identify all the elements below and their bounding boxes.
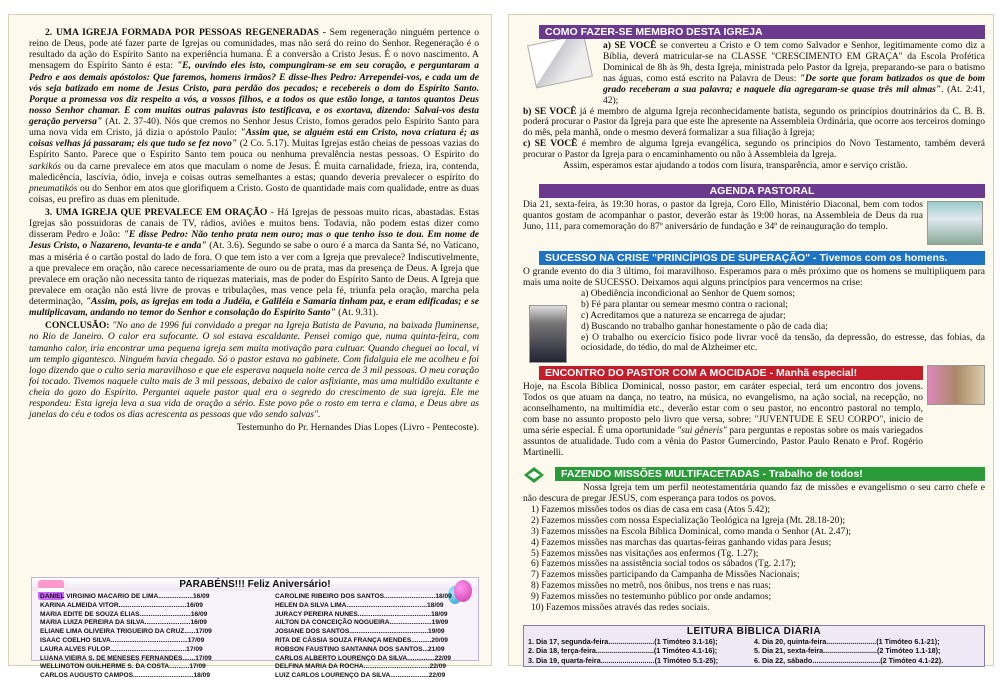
missions-item: 7) Fazemos missões participando da Campanha de Missões Nacionais;: [531, 570, 800, 581]
birthday-entry: DANIEL VIRGINIO MACARIO DE LIMA...................16/09: [40, 593, 210, 600]
missions-header: [555, 467, 985, 481]
section-2-text-5: ou do Senhor em atos que glorifiquem a Cristo. Gosto de quantidade mais com qualidade, entre as duas coisas, eu prefiro as duas em plenitude.: [29, 182, 479, 205]
section-2-text-2: (At. 2. 37-40). Nós que cremos no Senhor Jesus Cristo, fomos gerados pelo Espírito Santo para uma nova vida em Cristo, já dizia o apóstolo Paulo:: [29, 116, 479, 139]
youth-header: [539, 366, 923, 380]
missions-item: 4) Fazemos missões nas marchas das quartas-feiras ganhando vidas para Jesus;: [531, 537, 832, 548]
left-page: [8, 14, 492, 680]
success-item: a) Obediência incondicional ao Senhor de Quem somos;: [581, 288, 795, 299]
daily-reading-grid: [524, 637, 984, 665]
member-c-label: c) SE VOCÊ: [523, 139, 578, 150]
youth-text: Hoje, na Escola Bíblica Dominical, nosso pastor, em caráter especial, terá um encontro dos jovens. Todos os que atuam na dança, no teatro, na música, no evangelismo, na ação social, na recepção, no aconselhamento, na multimídia etc., deverão estar com o seu pastor, no encontro pastoral no templo, com base no assunto proposto pelo livro que versa, sobre: "JUVENTUDE E SEU CORPO", inicio de uma série especial. É uma oportunidade: [523, 382, 923, 436]
missions-item: 8) Fazemos missões no metrô, nos ônibus, nos trens e nas ruas;: [531, 581, 771, 592]
birthday-entry: ISAAC COELHO SILVA..........................................17/09: [40, 636, 205, 644]
birthday-entry: KARINA ALMEIDA VITOR.....................................16/09: [40, 601, 203, 609]
term-sarkikos: sarkikós: [29, 160, 61, 172]
section-2-quote: "E, ouvindo eles isto, compungiram-se em seu coração, e perguntaram a Pedro e aos demais apóstolos: Que faremos, homens irmãos? E disse-lhes Pedro: Arrependei-vos, e cada um de vós seja batizado em nome de Jesus Cristo, para perdão dos pecados; e recebereis o dom do Espírito Santo. Porque a promessa vos diz respeito a vós, a vossos filhos, e a todos os que estão longe, a tantos quantos Deus nosso Senhor chamar. E com muitas outras palavras isto testificava, e os exortava, dizendo: Salvai-vos desta geração perversa": [29, 60, 479, 127]
left-article: [29, 27, 479, 434]
daily-reading-title: LEITURA BÍBLICA DIÁRIA: [686, 626, 822, 637]
missions-title: FAZENDO MISSÕES MULTIFACETADAS - Trabalho de todos!: [561, 468, 863, 480]
section-2: [29, 27, 479, 205]
birthday-entry: RITA DE CÁSSIA SOUZA FRANÇA MENDES...........20/09: [275, 636, 448, 644]
daily-reading-column-2: [754, 637, 980, 665]
birthday-entry: LUIZ CARLOS LOURENÇO DA SILVA.....................22/09: [275, 672, 446, 680]
birthday-column-1: [40, 593, 275, 681]
daily-reading-column-1: [528, 637, 754, 665]
birthday-entry: CAROLINE RIBEIRO DOS SANTOS............................18/09: [275, 593, 452, 600]
term-pneumatikos: pneumatikós: [29, 182, 78, 194]
section-2-text-4: ou da carne prevalece em atos que maculam o nome de Jesus. É muita carnalidade, frieza, ira, contenda, maledicência, lascívia, ódio, inveja e coisas outras semelhantes a estas; quando deveria prevalecer o espírito do: [29, 160, 479, 183]
member-c-text: é membro de alguma Igreja evangélica, segundo os princípios do Novo Testamento, também deverá procurar o Pastor da Igreja para o encaminhamento ou não à Assembleia da Igreja.: [523, 139, 985, 161]
member-a-text: se converteu a Cristo e O tem como Salvador e Senhor, legitimamente como diz a Bíblia, deverá matricular-se na CLASSE "CRESCIMENTO EM GRAÇA" da Escola Profética Dominical de 8h às 9h, desta Igreja, ministrada pelo Pastor da Igreja, preparando-se para o batismo nas águas, como está escrito na Palavra de Deus:: [603, 41, 986, 84]
missions-item: 2) Fazemos missões com nossa Especialização Teológica na Igreja (Mt. 28.18-20);: [531, 515, 846, 526]
daily-reading-box: [523, 625, 985, 667]
birthday-column-2: [275, 593, 495, 681]
agenda-text: Dia 21, sexta-feira, às 19:30 horas, o pastor da Igreja, Coro Ello, Ministério Diaconal, bem com todos quantos gostam de acompanhar o pastor, deverão estar às 19:00 horas, na Assembleia de Deus da rua Juno, 111, para comemoração do 87º aniversário de fundação e 34º de reinauguração do templo.: [523, 200, 923, 232]
birthday-entry: AILTON DA CONCEIÇÃO NOGUEIRA.......................19/09: [275, 619, 449, 627]
section-3: [29, 207, 479, 318]
member-section: [523, 41, 985, 172]
youth-sui-generis: "sui gêneris": [677, 425, 727, 436]
reading-entry: 4. Dia 20, quinta-feira.........................(1 Timóteo 6.1-21);: [754, 637, 940, 646]
missions-list: [523, 505, 985, 614]
member-item-b: [523, 107, 985, 140]
birthday-entry: CARLOS AUGUSTO CAMPOS.................................18/09: [40, 672, 211, 680]
member-b-label: b) SE VOCÊ: [523, 106, 577, 117]
businessman-photo: [529, 305, 567, 363]
birthday-entry: LUANA VIEIRA S. DE MENESES FERNANDES.......17/09: [40, 654, 212, 662]
success-item: b) Fé para plantar ou semear mesmo contra o racional;: [581, 299, 789, 310]
reading-entry: 5. Dia 21, sexta-feira...........................(2 Timóteo 1.1-18);: [754, 646, 941, 656]
section-3-title: 3. UMA IGREJA QUE PREVALECE EM ORAÇÃO: [45, 207, 268, 218]
member-title: COMO FAZER-SE MEMBRO DESTA IGREJA: [545, 26, 763, 38]
member-closing: Assim, esperamos estar ajudando a todos com lisura, transparência, amor e serviço cristão.: [563, 161, 908, 172]
conclusion-title: CONCLUSÃO:: [45, 320, 110, 332]
signature: Testemunho do Pr. Hernandes Dias Lopes (Livro - Pentecoste).: [236, 422, 479, 434]
agenda-header: [539, 184, 985, 198]
youth-text-2: para perguntas e repostas sobre os mais variegados assuntos de atualidade. Tudo com a vênia do Pastor Gumercindo, Pastor Paulo Renato e Prof. Rogério Martinelli.: [523, 425, 923, 458]
missions-item: 1) Fazemos missões todos os dias de casa em casa (Atos 5.42);: [531, 504, 771, 515]
missions-item: 3) Fazemos missões na Escola Bíblica Dominical, como manda o Senhor (At. 2.47);: [531, 526, 852, 537]
missions-item: 9) Fazemos missões no testemunho público por onde andamos;: [531, 592, 772, 603]
birthday-entry: JOSIANE DOS SANTOS...........................................19/09: [275, 628, 445, 636]
agenda-title: AGENDA PASTORAL: [709, 185, 815, 197]
success-title: SUCESSO NA CRISE "PRINCÍPIOS DE SUPERAÇÃO": [545, 252, 811, 264]
birthday-entry: JURACY PEREIRA NUNES........................................18/09: [275, 610, 448, 618]
section-2-quote-2: "Assim que, se alguém está em Cristo, nova criatura é; as coisas velhas já passaram; eis que tudo se fez novo": [29, 127, 480, 150]
section-3-text: - Há Igrejas de pessoas muito ricas, abastadas. Estas Igrejas são possuidoras de canais de TV, rádios, aviões e muitos bens. Todavia, não podem estas dizer como disseram Pedro e João:: [29, 207, 479, 241]
reading-entry: 1. Dia 17, segunda-feira.......................(1 Timóteo 3.1-16);: [528, 637, 718, 646]
missions-item: 10) Fazemos missões através das redes sociais.: [531, 603, 710, 614]
birthday-entry: ROBSON FAUSTINO SANTANNA DOS SANTOS...21/09: [275, 645, 445, 653]
member-a-quote: "De sorte que foram batizados os que de bom grado receberam a sua palavra; e naquele dia agregaram-se quase três mil almas": [603, 73, 986, 95]
birthday-entry: DELFINA MARIA DA ROCHA....................................22/09: [275, 663, 447, 671]
birthday-entry: MARIA LUIZA PEREIRA DA SILVA.........................16/09: [40, 619, 207, 627]
section-3-text-2: (At. 3.6). Segundo se sabe o ouro é a marca da Santa Sé, no Vaticano, mas a miséria é o cartão postal do lado de fora. O que tem isto a ver com a Igreja que prevalece? Indiscutivelmente, a que prevalece em oração, não carece necessariamente de ouro ou de prata, mas da presença de Deus. A Igreja que prevalece em oração não necessita tanto de riquezas materiais, mas de poder do Espírito Santo de Deus. A Igreja que prevalece em oração não está livre de provas e tribulações, mas vence pela fé, triunfa pela oração, marcha pela determinação,: [29, 240, 479, 307]
member-item-a: [523, 41, 985, 107]
success-item: d) Buscando no trabalho ganhar honestamente o pão de cada dia;: [581, 321, 828, 332]
youth-section: [523, 382, 923, 458]
birthday-entry: CARLOS ALBERTO LOURENÇO DA SILVA...............22/09: [275, 654, 452, 662]
right-page: [508, 14, 994, 666]
birthday-entry: MARIA EDITE DE SOUZA ELIAS............................16/09: [40, 610, 208, 618]
member-a-ref: . (At. 2:41, 42);: [603, 84, 986, 106]
member-a-label: a) SE VOCÊ: [603, 41, 657, 51]
church-photo: [927, 201, 983, 245]
success-subtitle: - Tivemos com os homens.: [810, 252, 948, 264]
reading-entry: 6. Dia 22, sábado..................................(2 Timóteo 4.1-22).: [754, 655, 944, 665]
youth-photo: [927, 365, 985, 405]
section-2-text-3: (2 Co. 5.17). Muitas Igrejas estão cheias de pessoas vazias do Espírito Santo. Parece que o Espírito Santo tem pouca ou nenhuma prevalência nestas pessoas. O Espírito do: [29, 138, 479, 161]
youth-title: ENCONTRO DO PASTOR COM A MOCIDADE - Manhã especial!: [545, 367, 858, 379]
member-header: [539, 25, 985, 39]
birthday-entry: WELLINGTON GUILHERME S. DA COSTA...........17/09: [40, 663, 206, 671]
section-2-text: Sem regeneração ninguém pertence o reino de Deus, pode até fazer parte de Igrejas ou comunidades, mas não será do reino do Senhor. Regeneração é o resultado da ação do Espírito Santo na experiência humana. É a conversão a Cristo Jesus. É o novo nascimento. A mensagem do Espírito Santo é esta:: [29, 27, 479, 72]
section-2-title: 2. UMA IGREJA FORMADA POR PESSOAS REGENERADAS -: [45, 27, 330, 38]
success-intro: O grande evento do dia 3 último, foi maravilhoso. Esperamos para o mês próximo que os homens se multipliquem para mais uma noite de SUCESSO. Deixamos aqui alguns princípios para vencermos na crise:: [523, 267, 985, 288]
section-3-quote: "E disse Pedro: Não tenho prata nem ouro; mas o que tenho isso te dou. Em nome de Jesus Cristo, o Nazareno, levanta-te e anda": [29, 229, 479, 252]
birthday-entry: HELEN DA SILVA LIMA............................................18/09: [275, 601, 444, 609]
conclusion: [29, 320, 479, 420]
birthday-entry: LAURA ALVES FULOP..........................................17/09: [40, 645, 203, 653]
success-header: [539, 251, 985, 265]
success-section: [523, 267, 985, 354]
missions-section: [523, 483, 985, 614]
success-item: e) O trabalho ou exercício físico pode livrar você da tensão, da depressão, do estresse, das fobias, da ociosidade, do tédio, do mal de Alzheimer etc.: [581, 332, 985, 354]
reading-entry: 2. Dia 18, terça-feira.............................(1 Timóteo 4.1-16);: [528, 646, 718, 656]
missions-logo-icon: [523, 466, 545, 484]
member-b-text: já é membro de alguma Igreja reconhecidamente batista, segundo os princípios doutrinários da C. B. B. poderá procurar o Pastor da Igreja para que este lhe apresente na Assembleia Ordinária, que ocorre aos terceiros domingo do mês, pela manhã, onde o mesmo deverá formalizar a sua filiação à Igreja;: [523, 106, 985, 139]
success-item: c) Acreditamos que a natureza se encarrega de ajudar;: [581, 310, 786, 321]
success-list: [523, 289, 985, 355]
missions-item: 5) Fazemos missões nas visitações aos enfermos (Tg. 1.27);: [531, 548, 759, 559]
birthday-box: [31, 577, 479, 680]
birthday-list: [36, 592, 499, 682]
missions-intro: Nossa Igreja tem um perfil neotestamentária quando faz de missões e evangelismo o seu carro chefe e não descura de pregar JESUS, com esperança para todos os povos.: [523, 483, 985, 504]
section-3-text-3: (At. 9.31).: [335, 307, 379, 319]
section-3-quote-2: "Assim, pois, as igrejas em toda a Judéia, e Galiléia e Samaria tinham paz, e eram edificadas; e se multiplicavam, andando no temor do Senhor e consolação do Espírito Santo": [29, 296, 479, 319]
birthday-entry: ELIANE LIMA OLIVEIRA TRIGUEIRO DA CRUZ......17/09: [40, 628, 212, 636]
reading-entry: 3. Dia 19, quarta-feira...........................(1 Timóteo 5.1-25);: [528, 655, 718, 665]
missions-item: 6) Fazemos missões na assistência social todos os sábados (Tg. 2.17);: [531, 559, 796, 570]
birthday-title: PARABÉNS!!! Feliz Aniversário!: [32, 578, 478, 591]
conclusion-text: "No ano de 1996 fui convidado a pregar na Igreja Batista de Pavuna, na baixada fluminense, no Rio de Janeiro. O calor era sufocante. O sol estava escaldante. Pensei comigo que, numa quinta-feira, com tamanho calor, iria encontrar uma pequena igreja sem muita motivação para cultuar. Quando cheguei ao local, vi um templo gigantesco. Ninguém havia chegado. Só o pastor estava no gabinete. Com fidalguia ele me acolheu e foi logo dizendo que o culto seria maravilhoso e que ele esperava naquela noite cerca de 3 mil pessoas. O meu coração foi tocado. Tivemos naquele culto mais de 3 mil pessoas, debaixo de calor asfixiante, mas uma multidão exultante e cheia do gozo do Espírito. Perguntei aquele pastor qual era o segredo do crescimento de sua igreja. Ele me respondeu: Esta igreja leva a sua vida de oração a sério. Este povo pôe o rosto em terra e clama, e Deus abre as janelas do céu e todos os dias acrescenta as pessoas que vão sendo salvas".: [29, 320, 479, 421]
member-item-c: [523, 139, 985, 161]
